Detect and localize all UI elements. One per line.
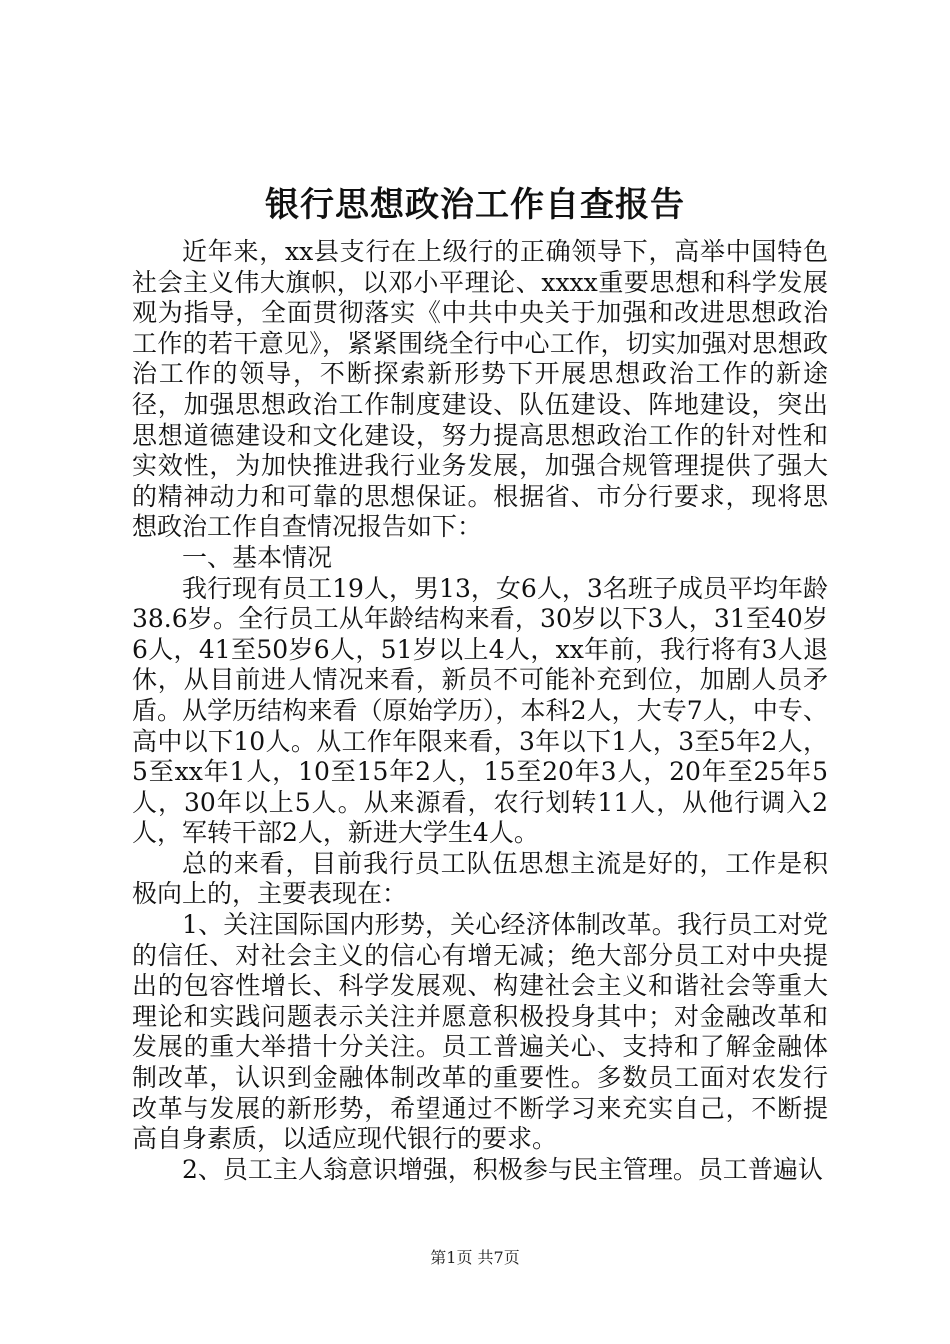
document-title: 银行思想政治工作自查报告 — [265, 185, 685, 225]
paragraph-point-2: 2、员工主人翁意识增强，积极参与民主管理。员工普遍认 — [182, 1154, 823, 1184]
section-heading-basic-situation: 一、基本情况 — [182, 542, 333, 572]
paragraph-point-1: 1、关注国际国内形势，关心经济体制改革。我行员工对党的信任、对社会主义的信心有增无减；绝大部分员工对中央提出的包容性增长、科学发展观、构建社会主义和谐社会等重大理论和实践问题表示关注并愿意积极投身其中；对金融改革和发展的重大举措十分关注。员工普遍关心、支持和了解金融体制改革，认识到金融体制改革的重要性。多数员工面对农发行改革与发展的新形势，希望通过不断学习来充实自己，不断提高自身素质，以适应现代银行的要求。 — [132, 910, 828, 1154]
paragraph-intro: 近年来，xx县支行在上级行的正确领导下，高举中国特色社会主义伟大旗帜，以邓小平理论、xxxx重要思想和科学发展观为指导，全面贯彻落实《中共中央关于加强和改进思想政治工作的若干意见》，紧紧围绕全行中心工作，切实加强对思想政治工作的领导，不断探索新形势下开展思想政治工作的新途径，加强思想政治工作制度建设、队伍建设、阵地建设，突出思想道德建设和文化建设，努力提高思想政治工作的针对性和实效性，为加快推进我行业务发展，加强合规管理提供了强大的精神动力和可靠的思想保证。根据省、市分行要求，现将思想政治工作自查情况报告如下： — [132, 237, 828, 542]
paragraph-staff-structure: 我行现有员工19人，男13，女6人，3名班子成员平均年龄38.6岁。全行员工从年龄结构来看，30岁以下3人，31至40岁6人，41至50岁6人，51岁以上4人，xx年前，我行将有3人退休，从目前进人情况来看，新员不可能补充到位，加剧人员矛盾。从学历结构来看（原始学历），本科2人，大专7人，中专、高中以下10人。从工作年限来看，3年以下1人，3至5年2人，5至xx年1人，10至15年2人，15至20年3人，20年至25年5人，30年以上5人。从来源看，农行划转11人，从他行调入2人，军转干部2人，新进大学生4人。 — [132, 573, 828, 848]
page-footer: 第1页 共7页 — [430, 1248, 520, 1267]
document-body — [132, 237, 828, 1185]
paragraph-overall-view: 总的来看，目前我行员工队伍思想主流是好的，工作是积极向上的，主要表现在： — [132, 848, 828, 909]
